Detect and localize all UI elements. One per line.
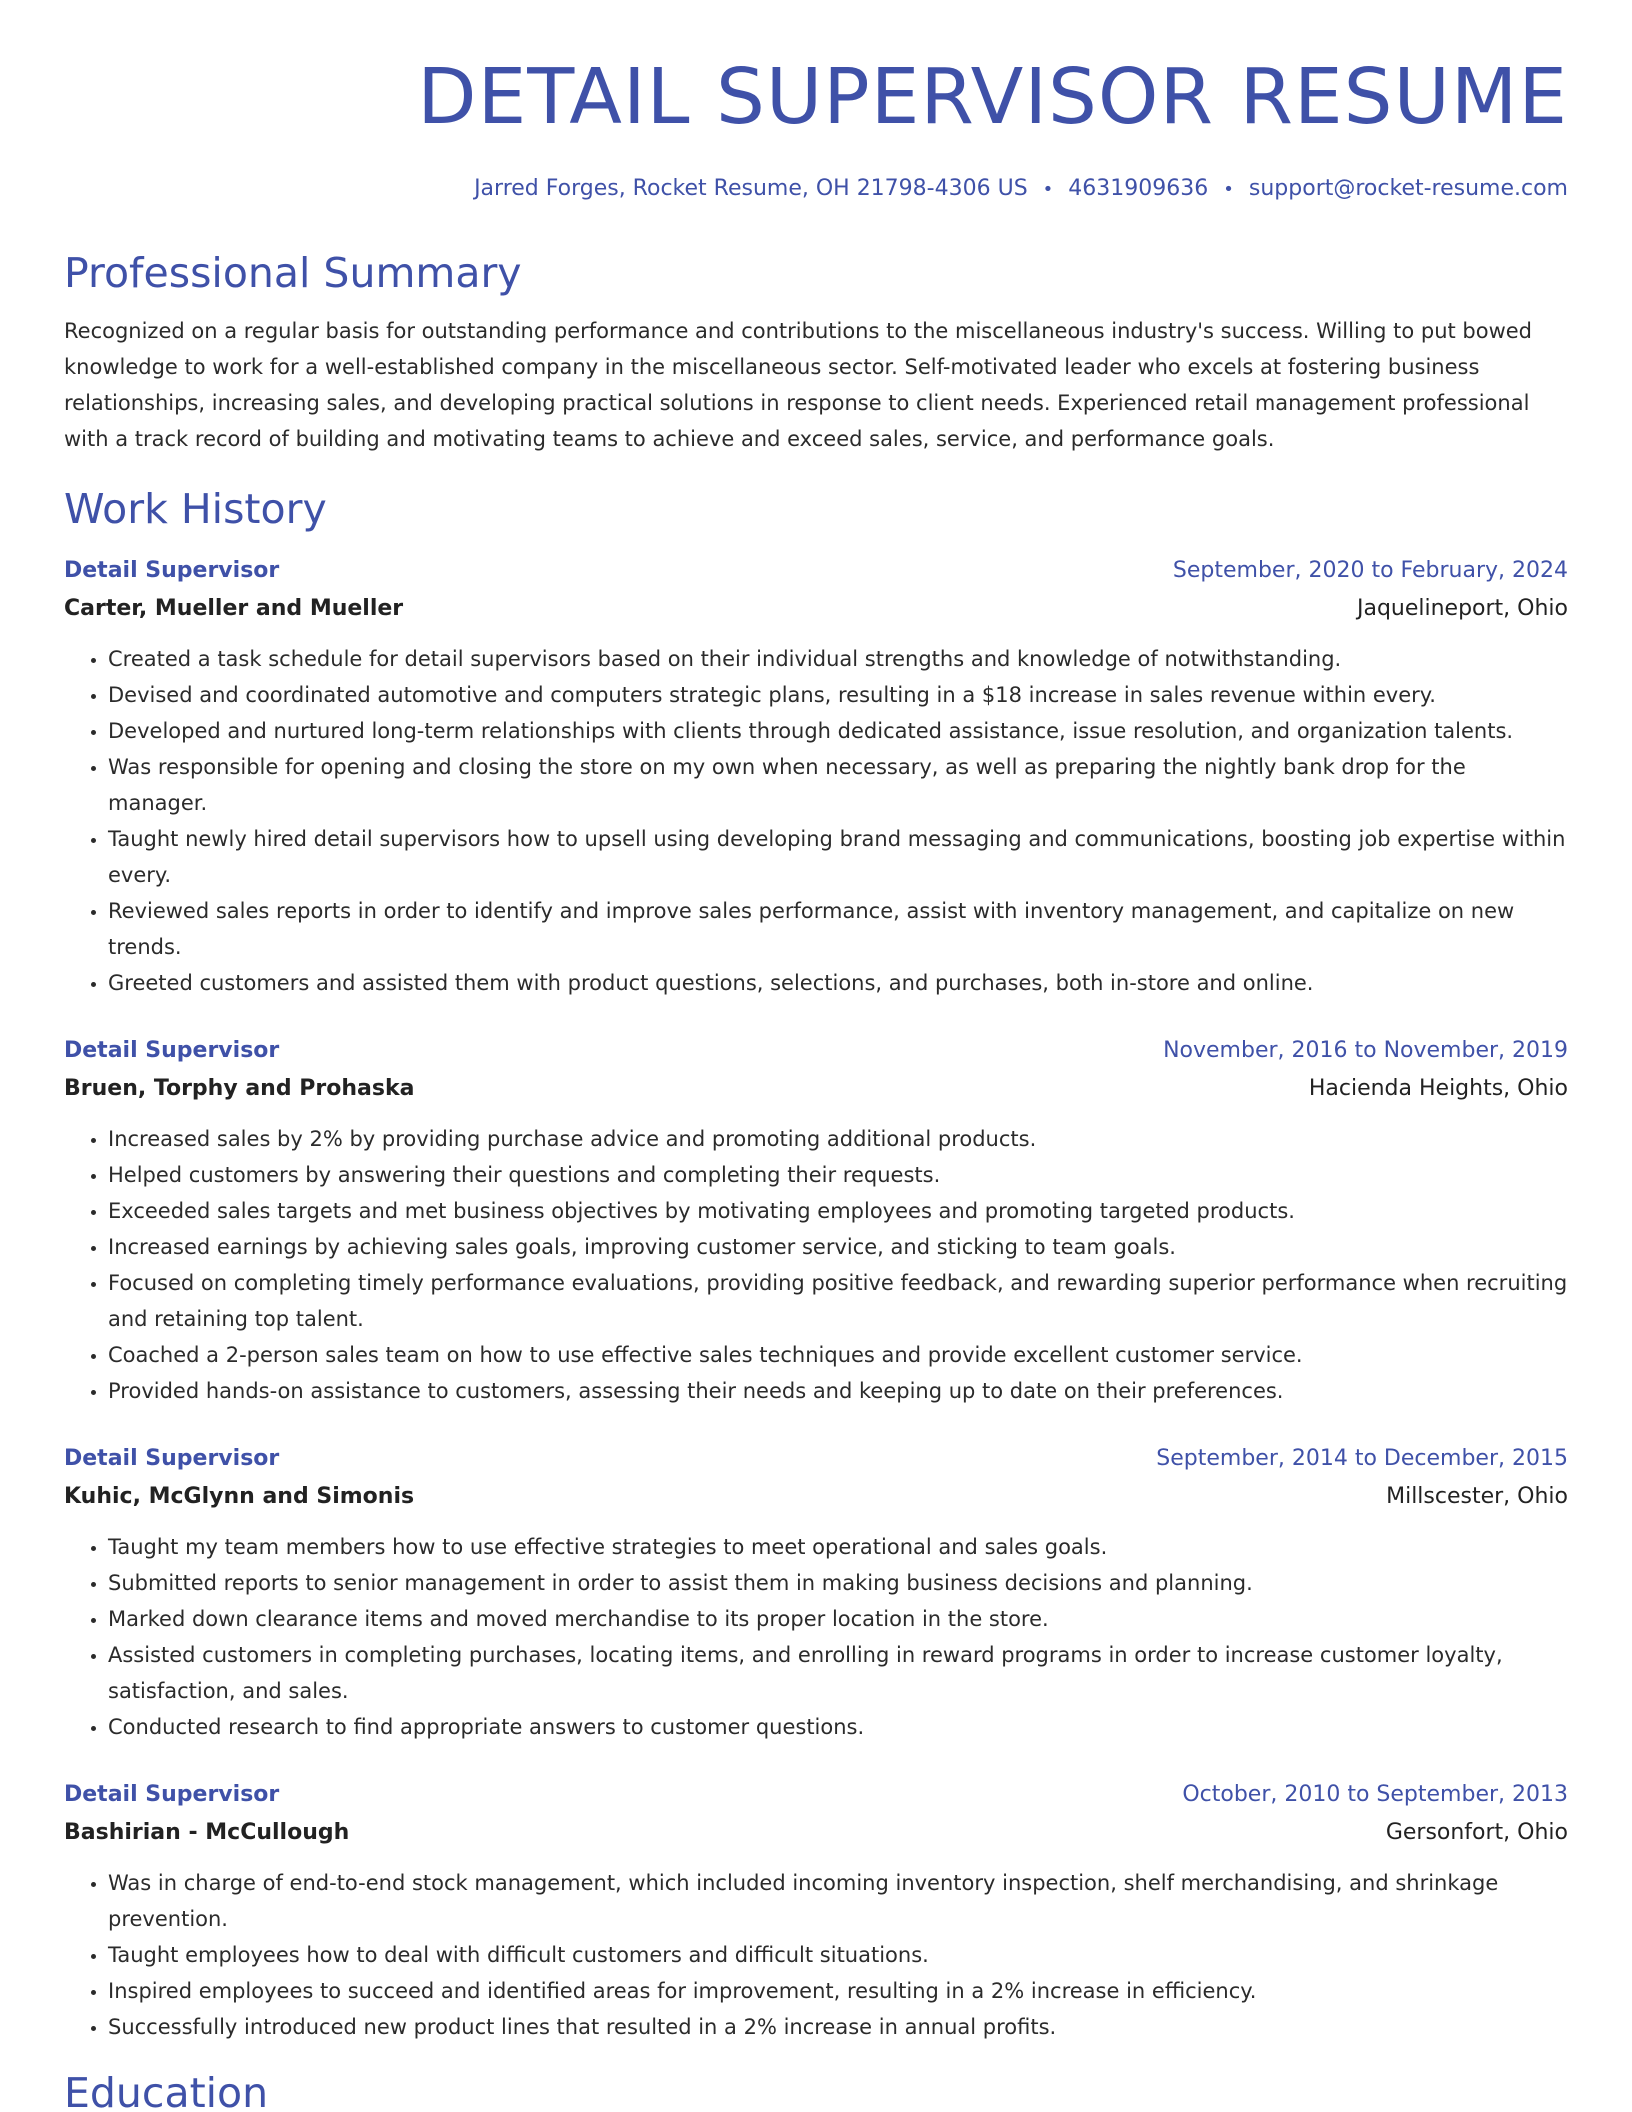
job-header [64, 1777, 1568, 1813]
job-bullet: • Created a task schedule for detail supervisors based on their individual strengths and knowledge of notwithstanding. [108, 641, 1568, 677]
job-title: Detail Supervisor [64, 1446, 280, 1471]
job-bullet: • Taught newly hired detail supervisors how to upsell using developing brand messaging and communications, boosting job expertise within every. [108, 821, 1568, 893]
job-company: Kuhic, McGlynn and Simonis [64, 1484, 415, 1509]
job-bullet: • Assisted customers in completing purchases, locating items, and enrolling in reward programs in order to increase customer loyalty, satisfaction, and sales. [108, 1637, 1568, 1709]
job-entry [64, 1033, 1568, 1409]
summary-paragraph: Recognized on a regular basis for outstanding performance and contributions to the miscellaneous industry's success. Willing to put bowed knowledge to work for a well-established company in the miscellaneous sector. Self-motivated leader who excels at fostering business relationships, increasing sales, and developing practical solutions in response to client needs. Experienced retail management professional with a track record of building and motivating teams to achieve and exceed sales, service, and performance goals. [64, 319, 1533, 451]
job-bullet: • Devised and coordinated automotive and computers strategic plans, resulting in a $18 increase in sales revenue within every. [108, 677, 1568, 713]
job-bullets [64, 1121, 1568, 1409]
job-bullet: • Exceeded sales targets and met business objectives by motivating employees and promoting targeted products. [108, 1193, 1568, 1229]
job-entry [64, 1441, 1568, 1745]
job-bullet: • Marked down clearance items and moved merchandise to its proper location in the store. [108, 1601, 1568, 1637]
job-dates: September, 2020 to February, 2024 [1172, 558, 1568, 583]
job-subheader [64, 1069, 1568, 1109]
job-header [64, 553, 1568, 589]
job-location: Gersonfort, Ohio [1385, 1820, 1568, 1845]
contact-separator: • [1223, 179, 1234, 200]
job-bullet: • Successfully introduced new product lines that resulted in a 2% increase in annual profits. [108, 2009, 1568, 2045]
section-heading-work-history: Work History [64, 485, 327, 533]
job-bullets [64, 641, 1568, 1001]
contact-email: support@rocket-resume.com [1248, 176, 1568, 201]
job-entry [64, 553, 1568, 1001]
job-bullet: • Helped customers by answering their questions and completing their requests. [108, 1157, 1568, 1193]
job-dates: November, 2016 to November, 2019 [1163, 1038, 1568, 1063]
job-bullet: • Inspired employees to succeed and identified areas for improvement, resulting in a 2% increase in efficiency. [108, 1973, 1568, 2009]
job-bullet: • Taught employees how to deal with difficult customers and difficult situations. [108, 1937, 1568, 1973]
contact-address: Jarred Forges, Rocket Resume, OH 21798-4306 US [474, 176, 1028, 201]
job-company: Bruen, Torphy and Prohaska [64, 1076, 415, 1101]
contact-separator: • [1042, 179, 1054, 200]
job-location: Millscester, Ohio [1386, 1484, 1568, 1509]
resume-title: DETAIL SUPERVISOR RESUME [417, 53, 1568, 142]
job-bullet: • Conducted research to find appropriate answers to customer questions. [108, 1709, 1568, 1745]
job-dates: October, 2010 to September, 2013 [1182, 1782, 1568, 1807]
job-bullet: • Provided hands-on assistance to customers, assessing their needs and keeping up to date on their preferences. [108, 1373, 1568, 1409]
job-bullet: • Increased sales by 2% by providing purchase advice and promoting additional products. [108, 1121, 1568, 1157]
job-location: Jaquelineport, Ohio [1356, 596, 1568, 621]
job-location: Hacienda Heights, Ohio [1308, 1076, 1568, 1101]
job-bullet: • Was in charge of end-to-end stock management, which included incoming inventory inspection, shelf merchandising, and shrinkage prevention. [108, 1865, 1568, 1937]
job-title: Detail Supervisor [64, 1038, 280, 1063]
job-title: Detail Supervisor [64, 1782, 280, 1807]
job-bullet: • Taught my team members how to use effective strategies to meet operational and sales goals. [108, 1529, 1568, 1565]
job-dates: September, 2014 to December, 2015 [1156, 1446, 1568, 1471]
job-subheader [64, 1813, 1568, 1853]
job-bullet: • Reviewed sales reports in order to identify and improve sales performance, assist with inventory management, and capitalize on new trends. [108, 893, 1568, 965]
section-heading-summary: Professional Summary [64, 249, 522, 297]
job-company: Bashirian - McCullough [64, 1820, 350, 1845]
job-bullet: • Focused on completing timely performance evaluations, providing positive feedback, and rewarding superior performance when recruiting and retaining top talent. [108, 1265, 1568, 1337]
job-bullet: • Was responsible for opening and closing the store on my own when necessary, as well as preparing the nightly bank drop for the manager. [108, 749, 1568, 821]
job-bullet: • Submitted reports to senior management in order to assist them in making business decisions and planning. [108, 1565, 1568, 1601]
job-entry [64, 1777, 1568, 2045]
resume-header [64, 0, 1568, 205]
job-company: Carter, Mueller and Mueller [64, 596, 404, 621]
job-bullet: • Developed and nurtured long-term relationships with clients through dedicated assistance, issue resolution, and organization talents. [108, 713, 1568, 749]
job-bullet: • Greeted customers and assisted them with product questions, selections, and purchases, both in-store and online. [108, 965, 1568, 1001]
job-subheader [64, 1477, 1568, 1517]
job-bullets [64, 1529, 1568, 1745]
contact-phone: 4631909636 [1068, 176, 1209, 201]
job-header [64, 1441, 1568, 1477]
contact-line [64, 174, 1568, 205]
section-heading-education: Education [64, 2069, 269, 2112]
resume-page [64, 0, 1568, 2112]
job-subheader [64, 589, 1568, 629]
job-bullet: • Coached a 2-person sales team on how to use effective sales techniques and provide excellent customer service. [108, 1337, 1568, 1373]
job-title: Detail Supervisor [64, 558, 280, 583]
job-header [64, 1033, 1568, 1069]
job-bullets [64, 1865, 1568, 2045]
job-bullet: • Increased earnings by achieving sales goals, improving customer service, and sticking to team goals. [108, 1229, 1568, 1265]
